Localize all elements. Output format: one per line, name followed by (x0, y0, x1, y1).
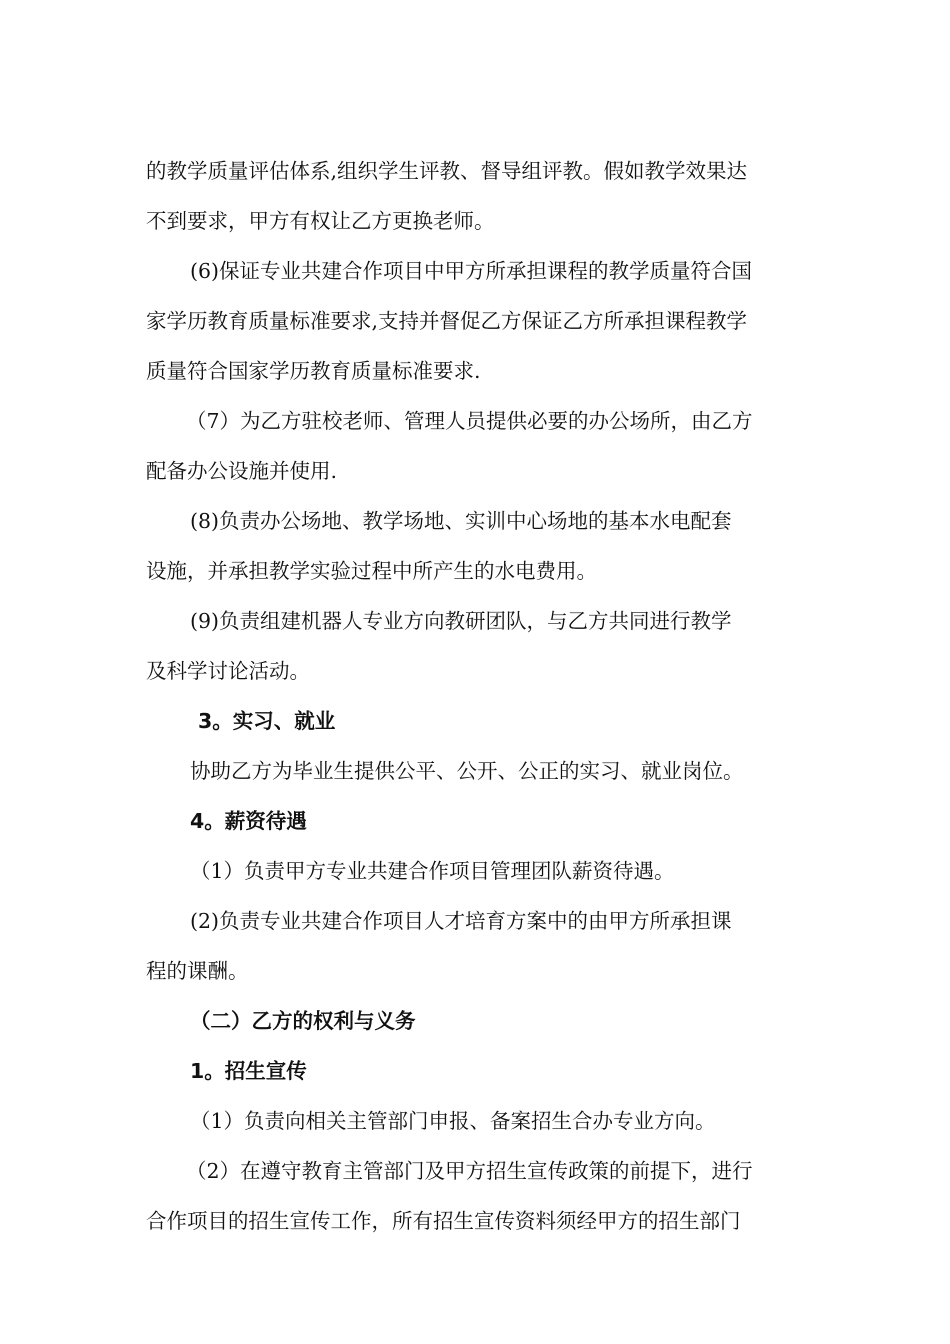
body-text-line: 不到要求，甲方有权让乙方更换老师。 (146, 208, 495, 233)
list-item-7: （7）为乙方驻校老师、管理人员提供必要的办公场所，由乙方 (186, 408, 753, 433)
list-item-6: (6)保证专业共建合作项目中甲方所承担课程的教学质量符合国 (190, 258, 753, 283)
body-text-line: 的教学质量评估体系,组织学生评教、督导组评教。假如教学效果达 (146, 158, 748, 183)
section-heading-salary: 4。薪资待遇 (190, 808, 307, 833)
list-item-8: (8)负责办公场地、教学场地、实训中心场地的基本水电配套 (190, 508, 732, 533)
body-text-line: 程的课酬。 (146, 958, 249, 983)
body-text-line: 及科学讨论活动。 (146, 658, 310, 683)
section-heading-enrollment: 1。招生宣传 (190, 1058, 307, 1083)
list-item-9: (9)负责组建机器人专业方向教研团队，与乙方共同进行教学 (190, 608, 732, 633)
list-item-1: （1）负责甲方专业共建合作项目管理团队薪资待遇。 (190, 858, 675, 883)
body-text-line: 质量符合国家学历教育质量标准要求. (146, 358, 481, 383)
body-text-line: 合作项目的招生宣传工作，所有招生宣传资料须经甲方的招生部门 (146, 1208, 741, 1233)
section-heading-party-b: （二）乙方的权利与义务 (190, 1008, 416, 1033)
body-text-line: 家学历教育质量标准要求,支持并督促乙方保证乙方所承担课程教学 (146, 308, 748, 333)
body-text-line: 配备办公设施并使用. (146, 458, 338, 483)
list-item-2: （2）在遵守教育主管部门及甲方招生宣传政策的前提下，进行 (186, 1158, 753, 1183)
list-item-1: （1）负责向相关主管部门申报、备案招生合办专业方向。 (190, 1108, 716, 1133)
list-item-2: (2)负责专业共建合作项目人才培育方案中的由甲方所承担课 (190, 908, 732, 933)
body-text-line: 协助乙方为毕业生提供公平、公开、公正的实习、就业岗位。 (190, 758, 744, 783)
body-text-line: 设施，并承担教学实验过程中所产生的水电费用。 (146, 558, 597, 583)
section-heading-internship: 3。实习、就业 (198, 708, 336, 733)
